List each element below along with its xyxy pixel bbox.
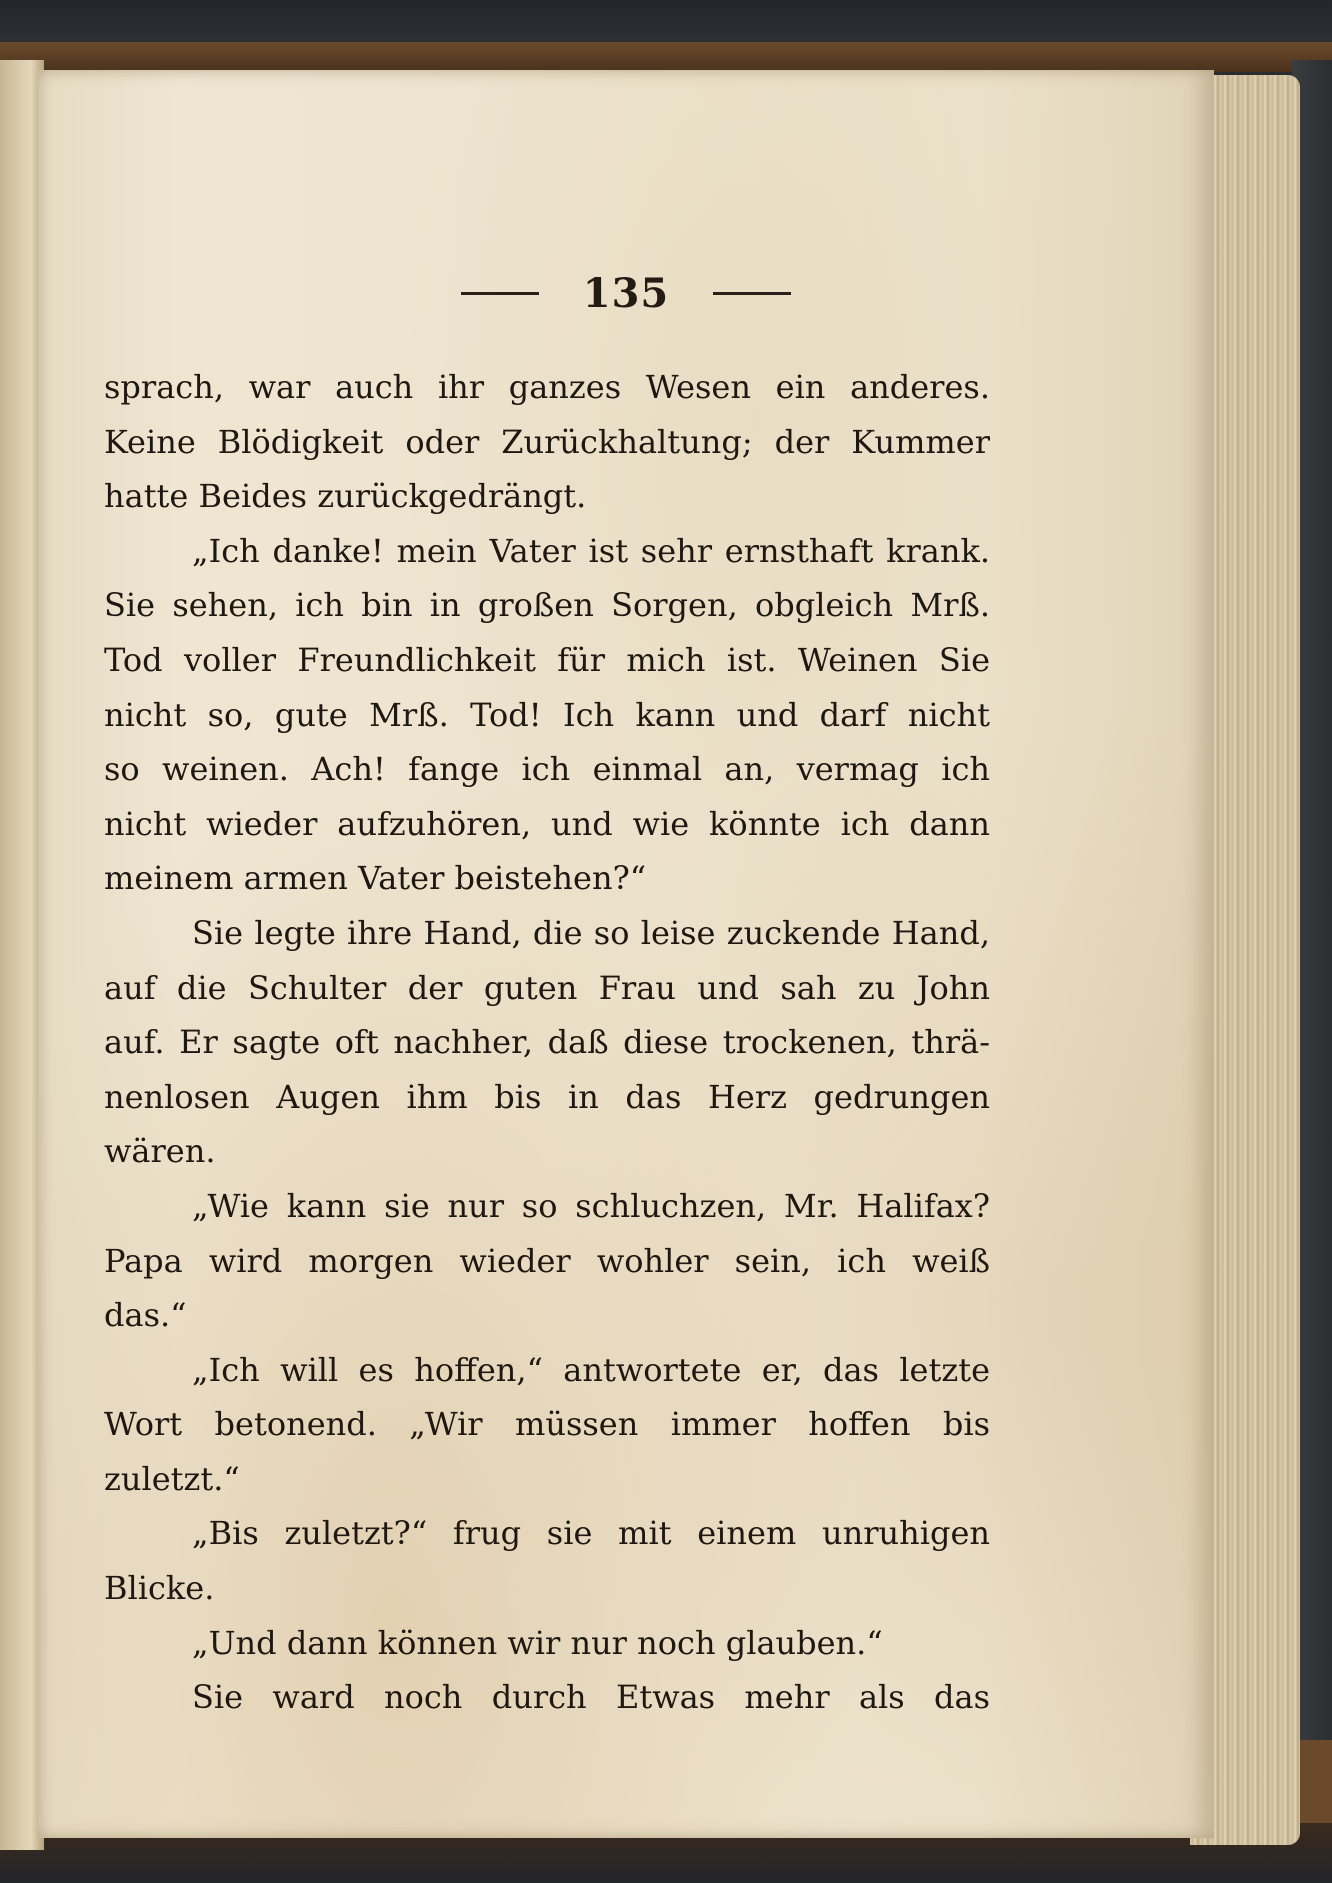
text-line: „Wie kann sie nur so schluchzen, Mr. Halifax?: [192, 1186, 990, 1225]
text-line: auf. Er sagte oft nachher, daß diese trockenen, thrä-: [104, 1023, 990, 1062]
book-cover-leather-edge: [0, 42, 1332, 72]
text-line: Tod voller Freundlichkeit für mich ist. Weinen Sie: [104, 640, 990, 679]
text-line: nenlosen Augen ihm bis in das Herz gedrungen: [104, 1077, 990, 1116]
book-page: [38, 70, 1214, 1838]
page-number: 135: [582, 269, 670, 317]
text-line: „Und dann können wir nur noch glauben.“: [192, 1623, 883, 1662]
text-line: Wort betonend. „Wir müssen immer hoffen bis: [104, 1405, 990, 1444]
text-line: sprach, war auch ihr ganzes Wesen ein anderes.: [104, 368, 990, 406]
text-line: „Ich will es hoffen,“ antwortete er, das letzte: [192, 1350, 990, 1389]
text-line: meinem armen Vater beistehen?“: [104, 859, 647, 898]
text-line: zuletzt.“: [104, 1459, 240, 1498]
page-header: [38, 268, 1214, 318]
text-line: so weinen. Ach! fange ich einmal an, vermag ich: [104, 750, 990, 789]
text-line: das.“: [104, 1296, 187, 1335]
body-text: [104, 360, 990, 1725]
text-line: hatte Beides zurückgedrängt.: [104, 477, 587, 516]
text-line: Sie legte ihre Hand, die so leise zuckende Hand,: [192, 913, 990, 952]
text-line: Sie ward noch durch Etwas mehr als das: [192, 1678, 990, 1717]
text-line: wären.: [104, 1132, 216, 1171]
text-line: „Bis zuletzt?“ frug sie mit einem unruhigen: [192, 1514, 990, 1553]
header-rule-right: [713, 292, 791, 295]
text-line: nicht so, gute Mrß. Tod! Ich kann und darf nicht: [104, 695, 990, 734]
header-rule-left: [461, 292, 539, 295]
text-line: nicht wieder aufzuhören, und wie könnte ich dann: [104, 804, 990, 843]
text-line: Keine Blödigkeit oder Zurückhaltung; der Kummer: [104, 422, 990, 461]
text-line: Sie sehen, ich bin in großen Sorgen, obgleich Mrß.: [104, 586, 990, 625]
text-line: Papa wird morgen wieder wohler sein, ich weiß: [104, 1241, 990, 1280]
text-line: Blicke.: [104, 1569, 215, 1608]
text-line: „Ich danke! mein Vater ist sehr ernsthaft krank.: [192, 531, 990, 570]
text-line: auf die Schulter der guten Frau und sah zu John: [104, 968, 990, 1007]
